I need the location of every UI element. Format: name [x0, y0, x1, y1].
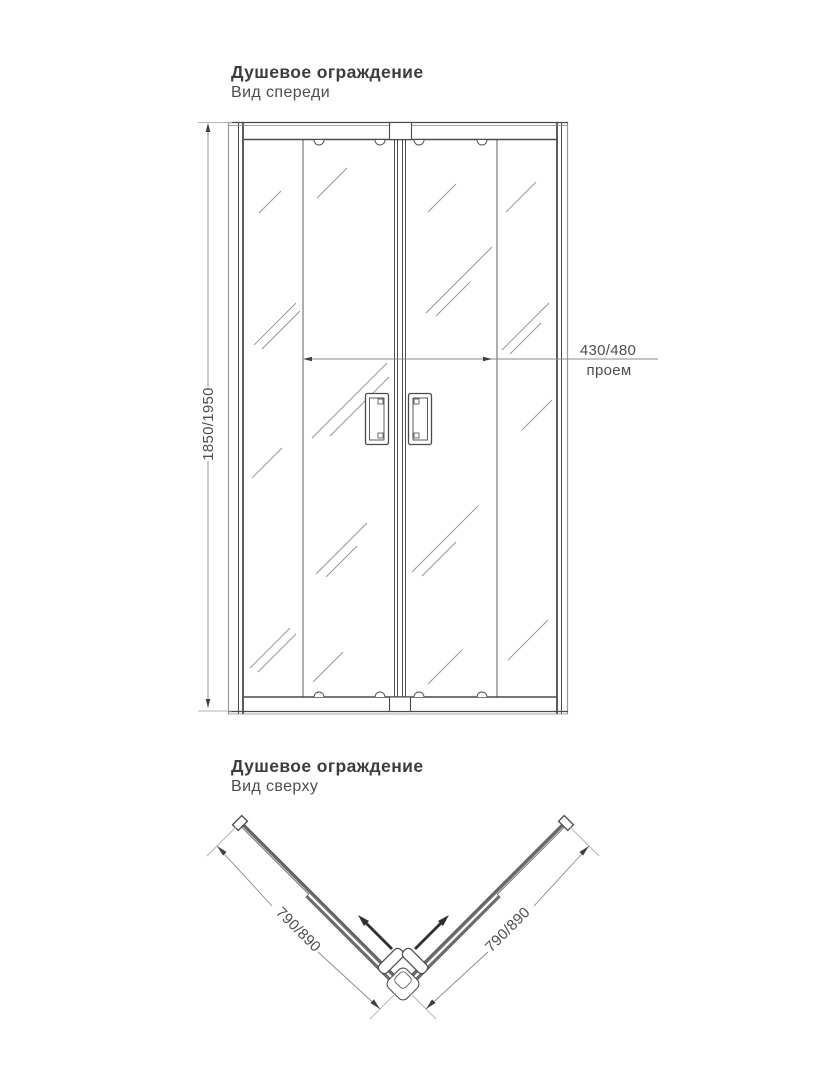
- height-dimension: [198, 123, 232, 712]
- opening-dimension-label: проем: [586, 362, 632, 379]
- top-view-subtitle: Вид сверху: [231, 778, 319, 795]
- height-dimension-label: 1850/1950: [200, 387, 217, 461]
- front-view-drawing: [198, 122, 658, 714]
- door-handle-left: [366, 394, 389, 445]
- opening-dimension-value: 430/480: [579, 342, 637, 359]
- door-rollers: [314, 140, 487, 697]
- top-view-drawing: [207, 816, 599, 1019]
- front-view-title: Душевое ограждение: [231, 62, 424, 82]
- front-view-subtitle: Вид спереди: [231, 84, 331, 101]
- top-center-bracket: [390, 123, 412, 140]
- left-wall-dimension-label: 790/890: [272, 903, 325, 956]
- bottom-center-bracket: [390, 697, 411, 712]
- door-handle-right: [409, 394, 432, 445]
- top-view-title: Душевое ограждение: [231, 756, 424, 776]
- glass-hatch-lines: [250, 168, 552, 684]
- right-wall-dimension-label: 790/890: [481, 903, 534, 956]
- right-wall-dimension: [410, 827, 599, 1019]
- opening-dimension: [303, 342, 658, 379]
